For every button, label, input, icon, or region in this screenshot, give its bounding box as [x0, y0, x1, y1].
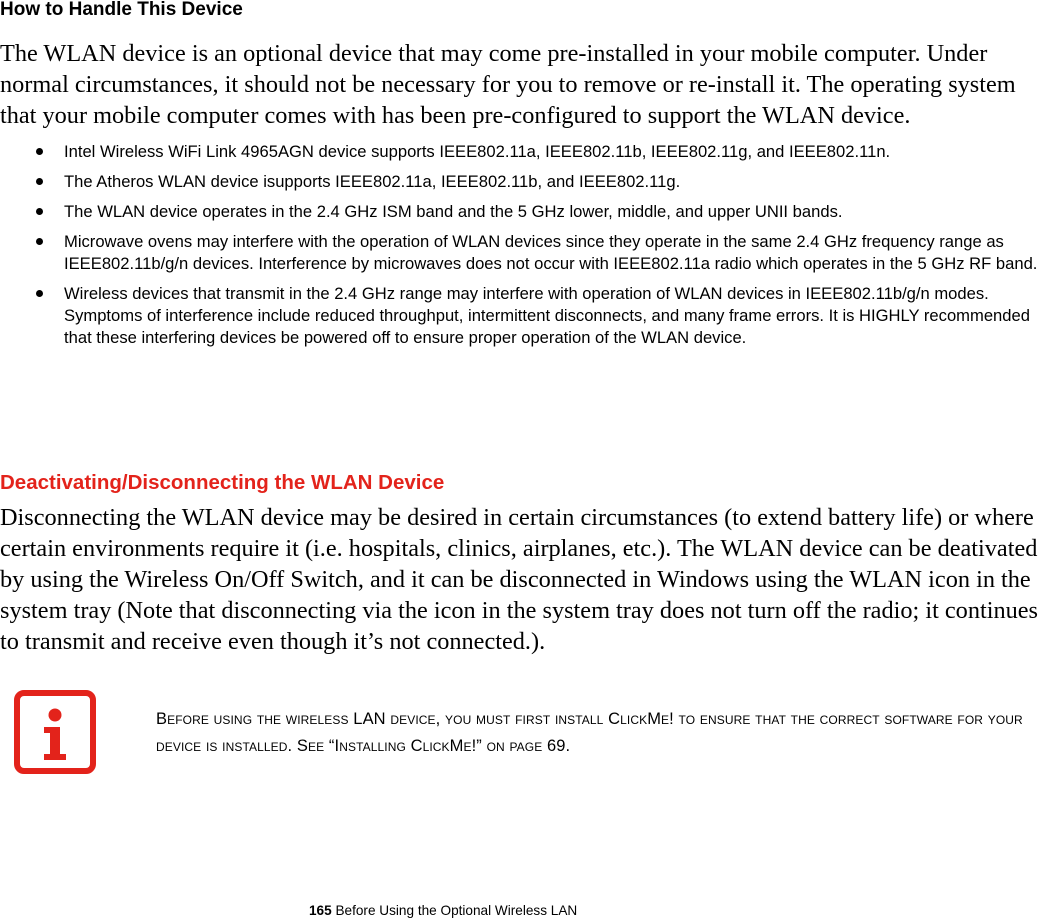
section-heading-deactivating: Deactivating/Disconnecting the WLAN Device: [0, 471, 445, 494]
bullet-dot-icon: [36, 290, 43, 297]
list-item-text: The Atheros WLAN device isupports IEEE802.11a, IEEE802.11b, and IEEE802.11g.: [64, 172, 681, 191]
bullet-dot-icon: [36, 208, 43, 215]
bullet-dot-icon: [36, 178, 43, 185]
note-text: Before using the wireless LAN device, you must first install ClickMe! to ensure that the correct software for your device is installed. See “Installing ClickMe!” on page 69.: [156, 710, 1023, 755]
list-item: [0, 201, 1040, 223]
list-item-text: The WLAN device operates in the 2.4 GHz ISM band and the 5 GHz lower, middle, and upper UNII bands.: [64, 202, 843, 221]
page-number: 165: [309, 903, 332, 918]
list-item: [0, 171, 1040, 193]
info-icon: [14, 690, 96, 774]
list-item: [0, 231, 1040, 275]
list-item-text: Microwave ovens may interfere with the operation of WLAN devices since they operate in the same 2.4 GHz frequency range as IEEE802.11b/g/n devices. Interference by microwaves does not occur with IEEE802.11a radio which operates in the 5 GHz RF band.: [64, 232, 1038, 273]
footer-title: Before Using the Optional Wireless LAN: [335, 903, 578, 918]
intro-paragraph: The WLAN device is an optional device that may come pre-installed in your mobile computer. Under normal circumstances, it should not be necessary for you to remove or re-install it. The operating system that your mobile computer comes with has been pre-configured to support the WLAN device.: [0, 40, 1016, 129]
page-footer: [309, 903, 577, 918]
bullet-dot-icon: [36, 148, 43, 155]
section-heading-handle-device: How to Handle This Device: [0, 0, 243, 20]
list-item: [0, 141, 1040, 163]
list-item: [0, 283, 1040, 349]
bullet-dot-icon: [36, 238, 43, 245]
list-item-text: Wireless devices that transmit in the 2.4 GHz range may interfere with operation of WLAN devices in IEEE802.11b/g/n modes. Symptoms of interference include reduced throughput, intermittent disconnects, and many frame errors. It is HIGHLY recommended that these interfering devices be powered off to ensure proper operation of the WLAN device.: [64, 284, 1030, 347]
list-item-text: Intel Wireless WiFi Link 4965AGN device supports IEEE802.11a, IEEE802.11b, IEEE802.11g, and IEEE802.11n.: [64, 142, 891, 161]
deactivating-paragraph: Disconnecting the WLAN device may be desired in certain circumstances (to extend battery life) or where certain environments require it (i.e. hospitals, clinics, airplanes, etc.). The WLAN device can be deativated by using the Wireless On/Off Switch, and it can be disconnected in Windows using the WLAN icon in the system tray (Note that disconnecting via the icon in the system tray does not turn off the radio; it continues to transmit and receive even though it’s not connected.).: [0, 504, 1039, 655]
bullet-list: [0, 141, 1040, 357]
